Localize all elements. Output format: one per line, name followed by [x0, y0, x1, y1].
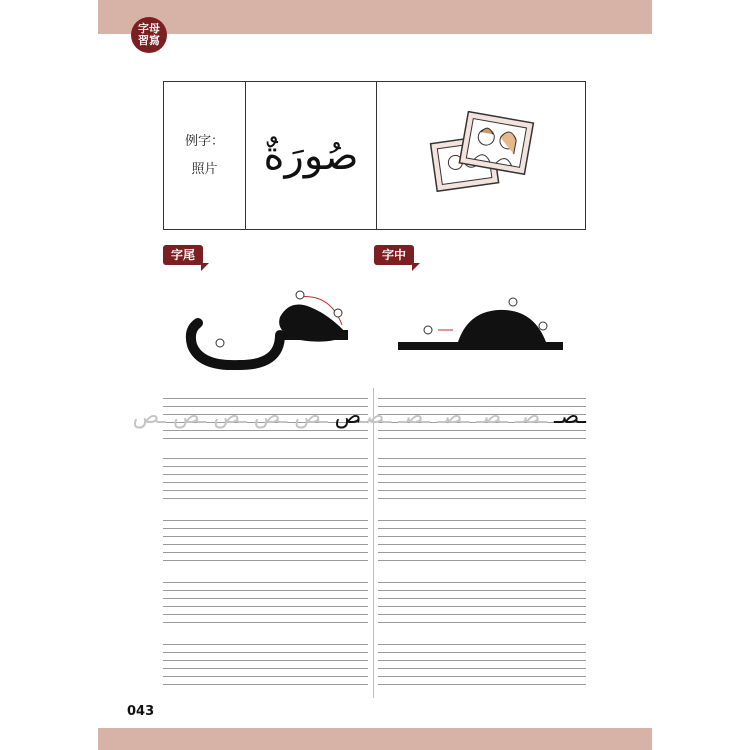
bottom-band	[98, 728, 652, 750]
guide-letter: ـص	[334, 404, 368, 429]
guide-letter: ـص	[253, 404, 288, 429]
medial-form-letter	[398, 290, 568, 360]
guide-letter: ـص	[213, 404, 247, 429]
guide-letter: ـص	[172, 404, 207, 429]
guide-letter: ـص	[294, 404, 328, 429]
example-label-meaning: 照片	[191, 161, 218, 177]
guide-letter: ـصـ	[359, 404, 392, 429]
tag-final-form: 字尾	[163, 245, 203, 265]
practice-right	[359, 390, 586, 700]
practice-left	[132, 390, 368, 700]
photos-icon	[426, 111, 536, 201]
example-word: صُورَةٌ	[246, 82, 377, 229]
example-label	[164, 82, 246, 229]
left-guide-row	[133, 404, 368, 429]
example-label-title: 例字：	[184, 133, 224, 149]
guide-letter: ـصـ	[476, 404, 509, 429]
page-number: 043	[127, 704, 155, 719]
final-form-letter	[180, 285, 360, 370]
section-badge	[131, 17, 167, 53]
badge-line2: 習寫	[138, 34, 160, 47]
guide-letter: ـصـ	[398, 404, 431, 429]
right-guide-row	[359, 404, 586, 429]
tag-medial-form: 字中	[374, 245, 414, 265]
top-band	[98, 0, 652, 34]
example-box	[163, 81, 586, 230]
example-picture	[377, 82, 585, 229]
guide-letter: ـصـ	[554, 404, 586, 429]
guide-letter: ـصـ	[515, 404, 548, 429]
guide-letter: ـصـ	[437, 404, 470, 429]
guide-letter: ـص	[132, 404, 166, 429]
column-divider	[373, 388, 374, 698]
badge-line1: 字母	[138, 22, 160, 35]
